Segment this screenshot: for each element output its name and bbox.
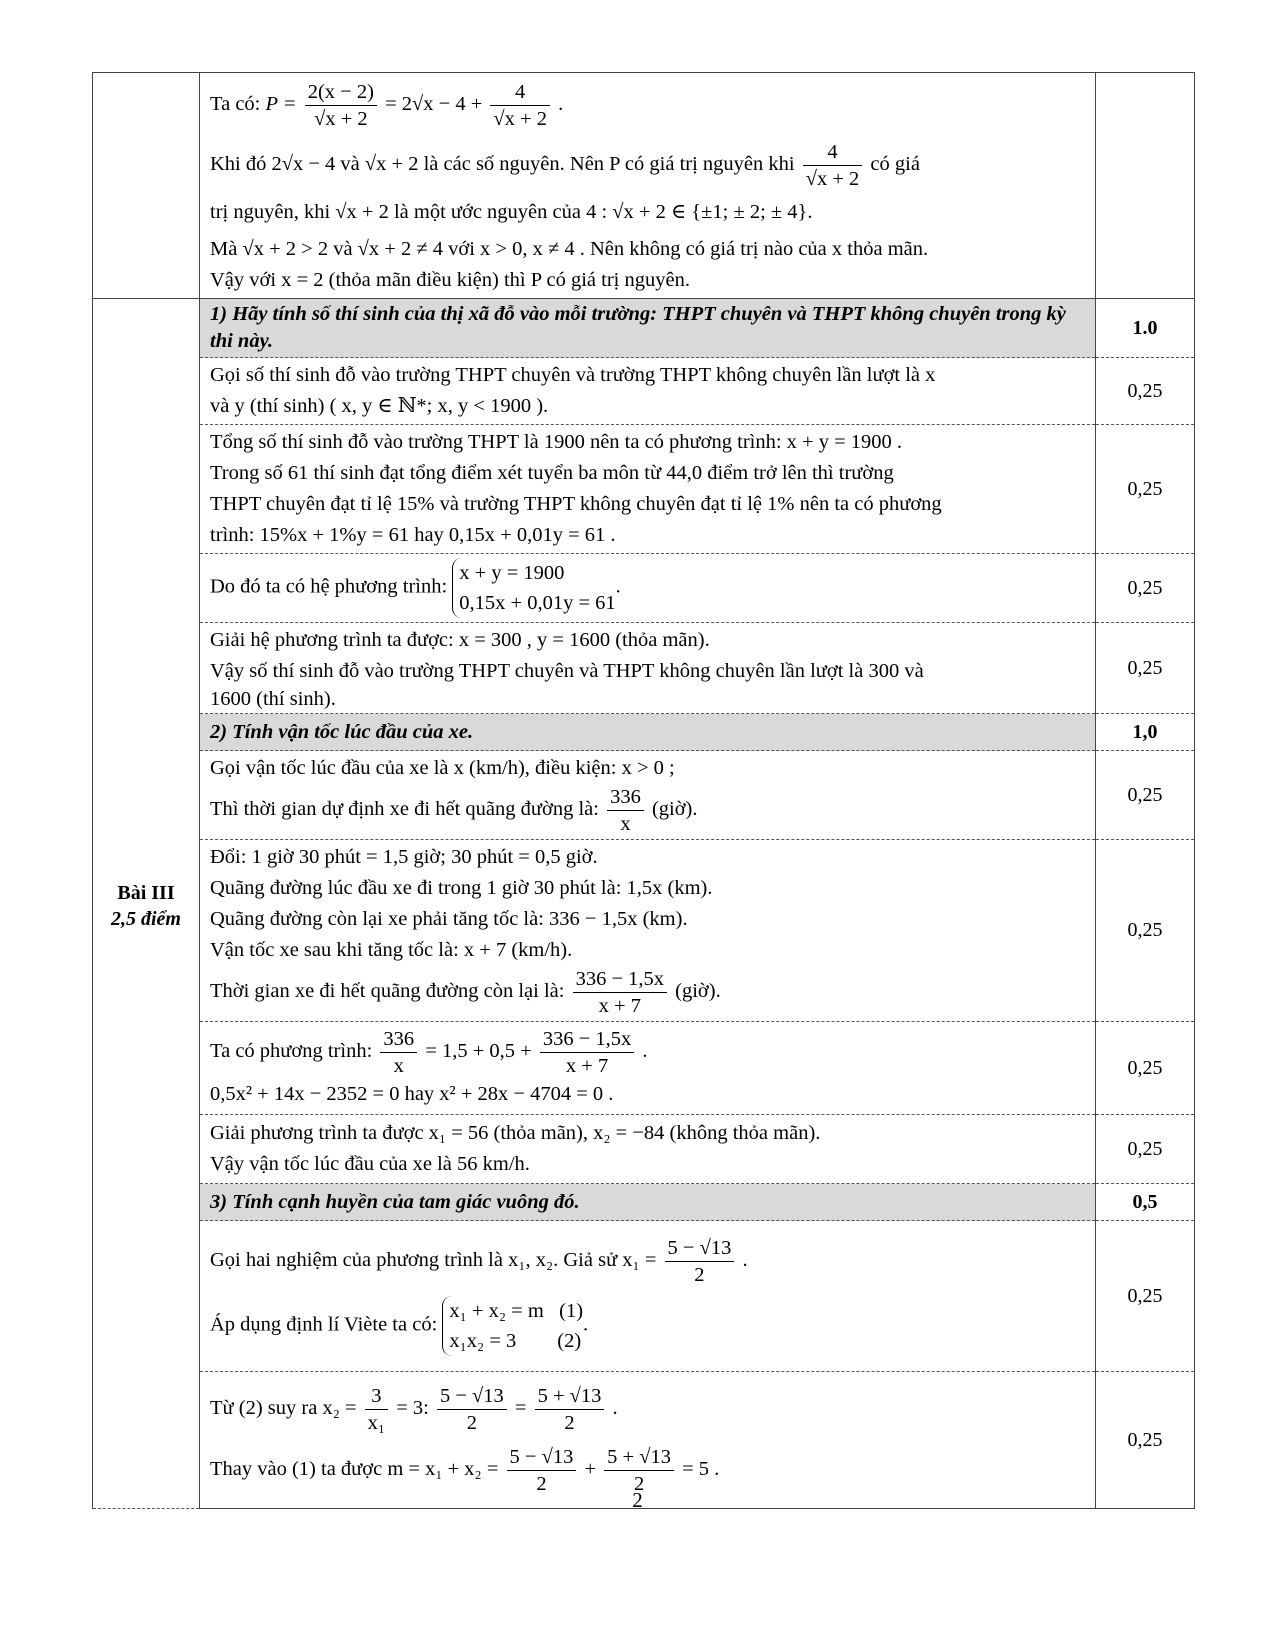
part-header-row: [93, 1184, 1195, 1221]
step-row: [93, 1115, 1195, 1184]
fraction: $\frac{5 + √13}{2}$: [604, 1444, 674, 1497]
solution-line: Ta có: P = $\frac{2(x - 2)}{√x + 2}$ = 2√x − 4 + $\frac{4}{√x + 2}$ .: [210, 81, 564, 130]
step-cell: Do đó ta có hệ phương trình: x + y = 1900 0,15x + 0,01y = 61 .: [200, 554, 1096, 623]
solution-line: Mà √x + 2 > 2 và √x + 2 ≠ 4 với x > 0, x ≠ 4 . Nên không có giá trị nào của x thỏa mãn.: [210, 238, 929, 260]
part-header: 1) Hãy tính số thí sinh của thị xã đỗ vào mỗi trường: THPT chuyên và THPT không chuyên trong kỳ thi này.: [200, 299, 1096, 358]
step-score: 0,25: [1096, 623, 1195, 714]
empty-label-cell: [93, 73, 200, 299]
step-row: [93, 840, 1195, 1022]
part-header: 2) Tính vận tốc lúc đầu của xe.: [200, 714, 1096, 751]
step-score: 0,25: [1096, 751, 1195, 840]
equation-system: x + y = 1900 0,15x + 0,01y = 61: [452, 558, 615, 618]
fraction: $\frac{5 - √13}{2}$: [665, 1235, 735, 1288]
problem-points: 2,5 điểm: [111, 907, 181, 930]
answer-table: [92, 72, 1195, 1509]
fraction: $\frac{5 - √13}{2}$: [437, 1383, 507, 1436]
fraction: $\frac{336 - 1,5x}{x + 7}$: [573, 966, 667, 1019]
solution-line: trị nguyên, khi √x + 2 là một ước nguyên của 4 : √x + 2 ∈ {±1; ± 2; ± 4}.: [210, 201, 813, 223]
part-header-row: [93, 299, 1195, 358]
step-row: [93, 1221, 1195, 1372]
step-cell: Ta có phương trình: $\frac{336}{x}$ = 1,5 + 0,5 + $\frac{336 - 1,5x}{x + 7}$ . 0,5x² + 14x − 2352 = 0 hay x² + 28x − 4704 = 0 .: [200, 1022, 1096, 1115]
step-cell: Giải hệ phương trình ta được: x = 300 , y = 1600 (thỏa mãn). Vậy số thí sinh đỗ vào trường THPT chuyên và THPT không chuyên lần lượt là 300 và 1600 (thí sinh).: [200, 623, 1096, 714]
step-cell: Giải phương trình ta được x₁ = 56 (thỏa mãn), x₂ = −84 (không thỏa mãn). Vậy vận tốc lúc đầu của xe là 56 km/h.: [200, 1115, 1096, 1184]
solution-line: Vậy với x = 2 (thỏa mãn điều kiện) thì P có giá trị nguyên.: [210, 269, 690, 291]
fraction: $\frac{336 - 1,5x}{x + 7}$: [540, 1026, 634, 1079]
step-cell: Từ (2) suy ra x₂ = $\frac{3}{\text{x₁}}$ = 3: $\frac{5 - √13}{2}$ = $\frac{5 + √13}{2}$ . Thay vào (1) ta được m = x₁ + x₂ = $\frac{5 - √13}{2}$ + $\frac{5 + √13}{2}$ = 5 .: [200, 1372, 1096, 1509]
problem-label-cell: [93, 299, 200, 1509]
step-score: 0,25: [1096, 840, 1195, 1022]
fraction: $\frac{4}{√x + 2}$: [490, 79, 550, 132]
fraction: $\frac{336}{x}$: [607, 784, 644, 837]
fraction: $\frac{5 - √13}{2}$: [507, 1444, 577, 1497]
step-row: [93, 623, 1195, 714]
part-header: 3) Tính cạnh huyền của tam giác vuông đó.: [200, 1184, 1096, 1221]
equation-system: x₁ + x₂ = m (1) x₁x₂ = 3 (2): [442, 1296, 583, 1356]
part-header-row: [93, 714, 1195, 751]
step-score: 0,25: [1096, 1372, 1195, 1509]
page-number: 2: [632, 1488, 643, 1512]
step-cell: Tổng số thí sinh đỗ vào trường THPT là 1900 nên ta có phương trình: x + y = 1900 . Trong số 61 thí sinh đạt tổng điểm xét tuyển ba môn từ 44,0 điểm trở lên thì trường THPT chuyên đạt tỉ lệ 15% và trường THPT không chuyên đạt tỉ lệ 1% nên ta có phương trình: 15%x + 1%y = 61 hay 0,15x + 0,01y = 61 .: [200, 425, 1096, 554]
step-cell: Gọi hai nghiệm của phương trình là x₁, x₂. Giả sử x₁ = $\frac{5 - √13}{2}$ . Áp dụng định lí Viète ta có: x₁ + x₂ = m (1) x₁x₂ = 3 (2) .: [200, 1221, 1096, 1372]
step-cell: Gọi vận tốc lúc đầu của xe là x (km/h), điều kiện: x > 0 ; Thì thời gian dự định xe đi hết quãng đường là: $\frac{336}{x}$ (giờ).: [200, 751, 1096, 840]
step-score: 0,25: [1096, 1221, 1195, 1372]
solution-cell: [200, 73, 1096, 299]
solution-line: Khi đó 2√x − 4 và √x + 2 là các số nguyên. Nên P có giá trị nguyên khi $\frac{4}{√x + 2}$ có giá: [210, 141, 920, 190]
step-row: [93, 425, 1195, 554]
problem-number: Bài III: [117, 881, 175, 904]
part-score: 1.0: [1096, 299, 1195, 358]
part-score: 1,0: [1096, 714, 1195, 751]
fraction: $\frac{3}{\text{x₁}}$: [365, 1383, 388, 1436]
answer-sheet: [92, 72, 1177, 1509]
step-row: [93, 554, 1195, 623]
step-score: 0,25: [1096, 554, 1195, 623]
continuation-row: [93, 73, 1195, 299]
fraction: $\frac{336}{x}$: [380, 1026, 417, 1079]
step-row: [93, 1022, 1195, 1115]
part-score: 0,5: [1096, 1184, 1195, 1221]
step-row: [93, 751, 1195, 840]
step-cell: Gọi số thí sinh đỗ vào trường THPT chuyên và trường THPT không chuyên lần lượt là x và y (thí sinh) ( x, y ∈ ℕ*; x, y < 1900 ).: [200, 358, 1096, 425]
step-score: 0,25: [1096, 1115, 1195, 1184]
step-score: 0,25: [1096, 1022, 1195, 1115]
fraction: $\frac{5 + √13}{2}$: [535, 1383, 605, 1436]
step-score: 0,25: [1096, 425, 1195, 554]
fraction: $\frac{4}{√x + 2}$: [803, 139, 863, 192]
step-score: 0,25: [1096, 358, 1195, 425]
fraction: $\frac{2(x - 2)}{√x + 2}$: [305, 79, 377, 132]
step-cell: Đổi: 1 giờ 30 phút = 1,5 giờ; 30 phút = 0,5 giờ. Quãng đường lúc đầu xe đi trong 1 giờ 30 phút là: 1,5x (km). Quãng đường còn lại xe phải tăng tốc là: 336 − 1,5x (km). Vận tốc xe sau khi tăng tốc là: x + 7 (km/h). Thời gian xe đi hết quãng đường còn lại là: $\frac{336 - 1,5x}{x + 7}$ (giờ).: [200, 840, 1096, 1022]
empty-score-cell: [1096, 73, 1195, 299]
step-row: [93, 358, 1195, 425]
